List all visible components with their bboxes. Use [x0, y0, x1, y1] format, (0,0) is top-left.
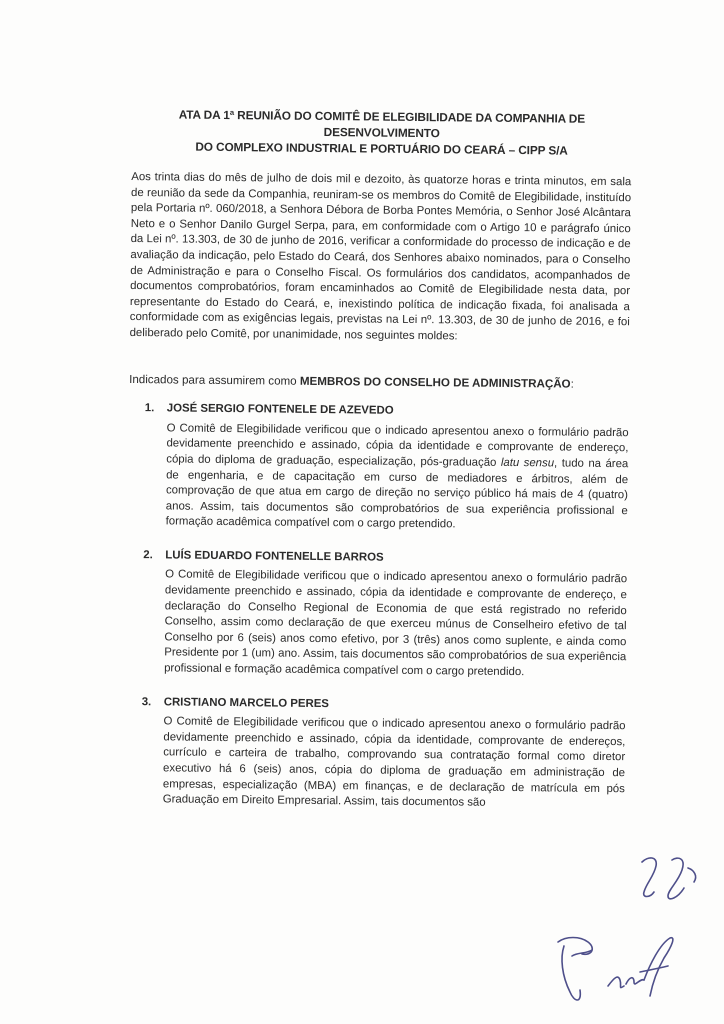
signature-initials-bottom-right — [604, 930, 680, 1000]
member-text-a: O Comitê de Elegibilidade verificou que o indicado apresentou anexo o formulário padrão devidamente preenchido e assinado, cópia da identidade, comprovante de endereços, currículo e carteira de trabalho, comprovando sua contratação formal como diretor executivo há 6 (seis) anos, cópia do diploma de graduação em administração de empresas, especialização (MBA) em finanças, e de declaração de matrícula em pós Graduação em Direito Empresarial. Assim, tais documentos são — [162, 715, 626, 809]
member-name: LUÍS EDUARDO FONTENELLE BARROS — [165, 549, 384, 564]
member-number: 1. — [144, 402, 155, 415]
member-item — [144, 401, 629, 535]
members-list — [125, 401, 629, 813]
members-intro — [129, 372, 629, 393]
member-heading — [145, 401, 629, 422]
opening-paragraph: Aos trinta dias do mês de julho de dois mil e dezoito, às quatorze horas e trinta minutos, em sala de reunião da sede da Companhia, reuniram-se os membros do Comitê de Elegibilidade, instituído pela Portaria nº. 060/2018, a Senhora Débora de Borba Pontes Memória, o Senhor José Alcântara Neto e o Senhor Danilo Gurgel Serpa, para, em conformidade com o Artigo 10 e parágrafo único da Lei nº. 13.303, de 30 de junho de 2016, verificar a conformidade do processo de indicação e de avaliação da indicação, pelo Estado do Ceará, dos Senhores abaixo nominados, para o Conselho de Administração e para o Conselho Fiscal. Os formulários dos candidatos, acompanhados de documentos comprobatórios, foram encaminhados ao Comitê de Elegibilidade nesta data, por representante do Estado do Ceará, e, inexistindo política de indicação fixada, foi analisada a conformidade com as exigências legais, previstas na Lei nº. 13.303, de 30 de junho de 2016, e foi deliberado pelo Comitê, por unanimidade, nos seguintes moldes: — [129, 170, 632, 343]
document-content — [124, 106, 632, 831]
member-description — [163, 715, 626, 813]
members-intro-suffix: : — [570, 377, 574, 391]
member-text-a: O Comitê de Elegibilidade verificou que o indicado apresentou anexo o formulário padrão devidamente preenchido e assinado, cópia da identidade e comprovante de endereço, e declaração do Conselho Regional de Economia de que está registrado no referido Conselho, assim como declaração de que exerceu múnus de Conselheiro efetivo de tal Conselho por 6 (seis) anos como efetivo, por 3 (três) anos como suplente, e ainda como Presidente por 1 (um) ano. Assim, tais documentos são comprobatórios de sua experiência profissional e formação acadêmica compatível com o cargo pretendido. — [164, 568, 628, 679]
member-heading — [143, 548, 627, 569]
member-number: 2. — [143, 549, 153, 562]
member-text-italic: latu sensu — [500, 456, 555, 470]
document-title — [131, 106, 631, 159]
member-item — [141, 695, 626, 813]
member-name: CRISTIANO MARCELO PERES — [163, 695, 330, 710]
member-text-b: , tudo na área de engenharia, e de capacitação em curso de mediadores e árbitros, além de comprovação de que atua em cargo de direção no serviço público há mais de 4 (quatro) anos. Assim, tais documentos são comprobatórios de sua experiência profissional e formação acadêmica compatível com o cargo pretendido. — [165, 457, 629, 531]
member-heading — [142, 695, 626, 716]
members-intro-heading: MEMBROS DO CONSELHO DE ADMINISTRAÇÃO — [299, 374, 571, 391]
members-intro-prefix: Indicados para assumirem como — [129, 372, 300, 388]
member-name: JOSÉ SERGIO FONTENELE DE AZEVEDO — [166, 402, 394, 417]
title-line-2: DO COMPLEXO INDUSTRIAL E PORTUÁRIO DO CEARÁ – CIPP S/A — [195, 139, 568, 158]
member-number: 3. — [141, 695, 152, 708]
member-description — [166, 421, 629, 535]
member-text-a: O Comitê de Elegibilidade verificou que o indicado apresentou anexo o formulário padrão devidamente preenchido e assinado, cópia da identidade e comprovante de endereço, cópia do diploma de graduação, especialização, pós-graduação — [166, 422, 629, 469]
signature-initials-right — [632, 848, 712, 904]
member-description — [164, 568, 627, 682]
member-item — [142, 548, 627, 682]
title-line-1: ATA DA 1ª REUNIÃO DO COMITÊ DE ELEGIBILIDADE DA COMPANHIA DE DESENVOLVIMENTO — [178, 107, 586, 141]
